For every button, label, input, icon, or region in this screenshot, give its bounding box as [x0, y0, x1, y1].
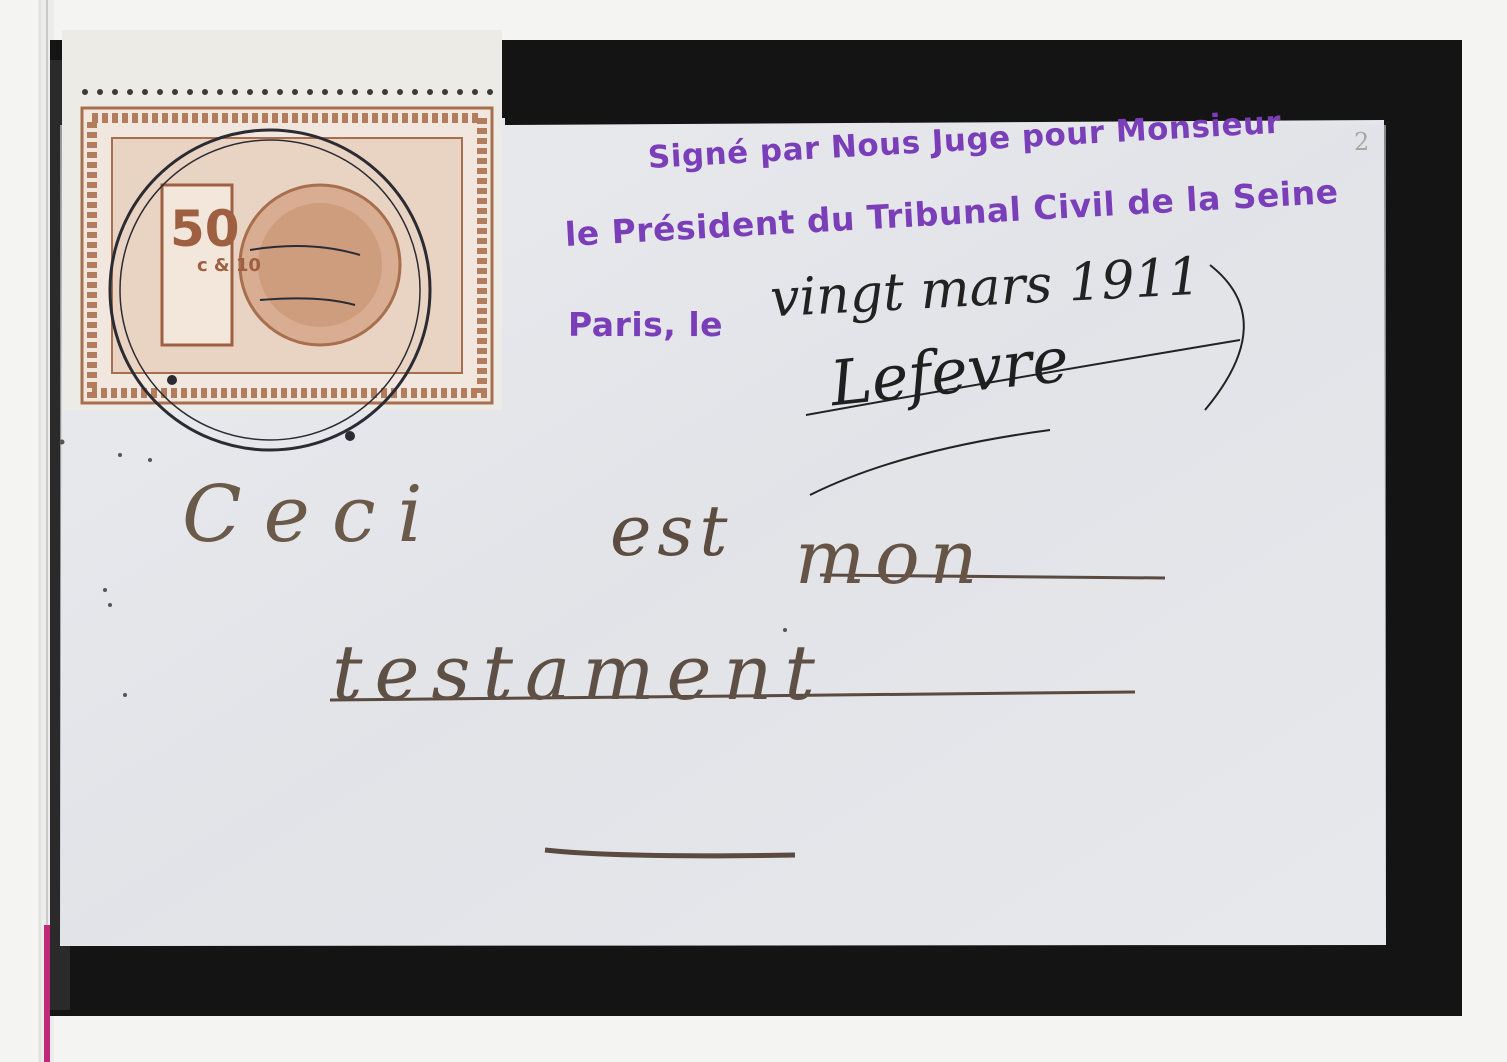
stamp-portrait — [258, 203, 382, 327]
stamp-line-place: Paris, le — [568, 305, 724, 344]
stamp-line-judge: Signé par Nous Juge pour Monsieur — [646, 104, 1283, 176]
stamp-line-president: le Président du Tribunal Civil de la Seine — [563, 171, 1340, 254]
cancel-star-left — [167, 375, 177, 385]
body-word-mon: mon — [795, 515, 988, 601]
body-word-testament: testament — [332, 628, 827, 717]
page-number-mark: 2 — [1354, 128, 1370, 156]
judge-signature: Lefevre — [826, 322, 1073, 421]
stamp-cent-label: c & 10 — [197, 255, 261, 276]
handwritten-date: vingt mars 1911 — [768, 246, 1203, 330]
body-word-ceci: Ceci — [182, 470, 445, 560]
stamp-value: 50 — [170, 200, 240, 258]
pink-ribbon — [44, 925, 50, 1062]
body-word-est: est — [610, 490, 734, 572]
cancel-star-right — [345, 431, 355, 441]
